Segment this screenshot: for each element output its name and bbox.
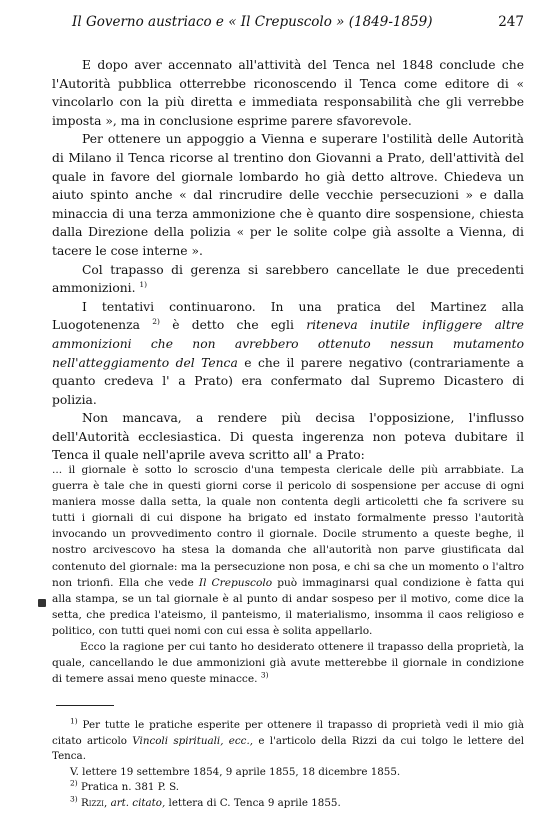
footnote-text: e l'articolo della Rizzi da cui tolgo le lettere del Tenca. — [52, 734, 524, 763]
footnote — [52, 796, 524, 812]
italic-text: Il Crepuscolo — [198, 576, 273, 589]
margin-ink-mark — [38, 599, 46, 607]
footnote-number: 2) — [70, 778, 78, 788]
italic-text: art. citato, — [110, 796, 166, 809]
paragraph-text: e che il parere negativo (contrariamente a quanto credeva l' a Prato) era confermato dal Supremo Dicastero di polizia. — [52, 355, 524, 407]
footnote-separator — [56, 705, 114, 706]
quote-text: può immaginarsi qual condizione è fatta qui alla stampa, se un tal giornale è al punto di andar sospeso per il motivo, come dice la setta, che predica l'ateismo, il panteismo, il materialismo, insomma il caos religioso e politico, con tutti quei nomi con cui essa è solita appellarlo. — [52, 576, 525, 637]
running-title: Il Governo austriaco e « Il Crepuscolo » (1849-1859) — [72, 14, 433, 30]
quoted-letter — [52, 462, 524, 687]
quote-paragraph — [52, 639, 524, 687]
paragraph: E dopo aver accennato all'attività del Tenca nel 1848 conclude che l'Autorità pubblica otterrebbe riconoscendo il Tenca come editore di « vincolarlo con la più diretta e immediata responsabilità che gli verrebbe imposta », ma in conclusione esprime parere sfavorevole. — [52, 58, 524, 128]
footnote-text: Pratica n. 381 P. S. — [80, 781, 180, 794]
footnote-continuation: V. lettere 19 settembre 1854, 9 aprile 1855, 18 dicembre 1855. — [70, 765, 401, 778]
main-text — [52, 56, 524, 465]
footnote-number: 3) — [70, 794, 78, 804]
footnote — [52, 780, 524, 796]
quote-text: ... il giornale è sotto lo scroscio d'una tempesta clericale delle più arrabbiate. La guerra è tale che in questi giorni corse il pericolo di sospensione per accuse di ogni maniera mosse dalla setta, la quale non contenta degli articoletti che fa scrivere su tutti i giornali di cui dispone ha brigato ed instato formalmente presso l'autorità invocando un provvedimento contro il giornale. Docile strumento a queste beghe, il nostro arcivescovo ha stesa la domanda che all'autorità non parve giustificata dal contenuto del giornale: ma la persecuzione non posa, e chi sa che un momento o l'altro non trionfi. Ella che vede — [52, 464, 524, 589]
italic-text: riteneva inutile infliggere altre ammonizioni che non avrebbero ottenuto nessun mutamento nell'atteggiamento del Tenca — [52, 318, 524, 370]
footnote — [52, 718, 524, 765]
paragraph: Non mancava, a rendere più decisa l'opposizione, l'influsso dell'Autorità ecclesiastica. Di questa ingerenza non poteva dubitare il Tenca il quale nell'aprile aveva scritto all' a Prato: — [52, 411, 524, 463]
paragraph — [52, 261, 524, 298]
footnotes — [52, 718, 524, 812]
paragraph — [52, 298, 524, 410]
italic-text: Vincoli spirituali, ecc., — [132, 734, 253, 747]
paragraph: Per ottenere un appoggio a Vienna e superare l'ostilità delle Autorità di Milano il Tenca ricorse al trentino don Giovanni a Prato, dell'attività del quale in favore del giornale lombardo ho già detto altrove. Chiedeva un aiuto spinto anche « dal rincrudire delle vecchie persecuzioni » e dalla minaccia di una terza ammonizione che è quanto dire sospensione, chiesta dalla Direzione della polizia « per le solite colpe già assolte a Vienna, di tacere le cose interne ». — [52, 132, 524, 258]
footnote-ref: 1) — [139, 280, 148, 290]
footnote-ref: 2) — [152, 317, 160, 327]
paragraph-text: I tentativi continuarono. In una pratica del Martinez alla Luogotenenza — [52, 299, 524, 333]
paragraph-text: Col trapasso di gerenza si sarebbero cancellate le due precedenti ammonizioni. — [52, 262, 524, 296]
quote-paragraph — [52, 462, 524, 639]
footnote-text: Per tutte le pratiche esperite per ottenere il trapasso di proprietà vedi il mio già citato articolo — [52, 719, 524, 747]
page-number: 247 — [498, 14, 524, 30]
footnote-number: 1) — [70, 716, 78, 726]
footnote-text: lettera di C. Tenca 9 aprile 1855. — [168, 796, 341, 809]
page-header — [72, 14, 524, 38]
paragraph-text: è detto che egli — [172, 318, 294, 333]
footnote-author: Rizzi, — [80, 796, 108, 809]
footnote-ref: 3) — [260, 670, 269, 680]
quote-text: Ecco la ragione per cui tanto ho desiderato ottenere il trapasso della proprietà, la quale, cancellando le due ammonizioni già avute metterebbe il giornale in condizione di temere assai meno queste minacce. — [52, 641, 524, 686]
